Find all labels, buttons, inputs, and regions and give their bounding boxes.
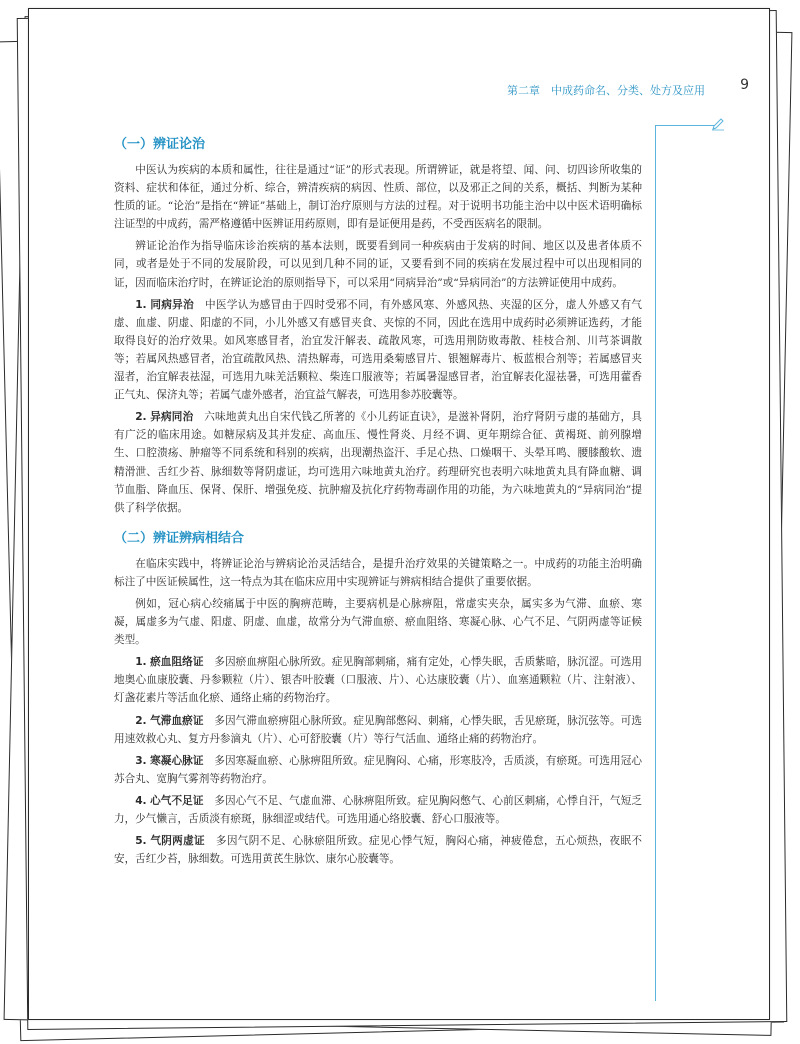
item-number: 2. [135,714,147,727]
item-number: 1. [135,298,147,311]
item-term: 同病异治 [150,298,195,311]
paragraph: 中医认为疾病的本质和属性，往往是通过“证”的形式表现。所谓辨证，就是将望、闻、问、切四诊所收集的资料、症状和体征，通过分析、综合，辨清疾病的病因、性质、部位，以及邪正之间的关系，概括、判断为某种性质的证。“论治”是指在“辨证”基础上，制订治疗原则与方法的过程。对于说明书功能主治中以中医术语明确标注证型的中成药，需严格遵循中医辨证用药原则，即有是证便用是药，不受西医病名的限制。 [114,164,642,231]
paragraph: 在临床实践中，将辨证论治与辨病论治灵活结合，是提升治疗效果的关键策略之一。中成药的功能主治明确标注了中医证候属性，这一特点为其在临床应用中实现辨证与辨病相结合提供了重要依据。 [114,557,642,588]
item-number: 2. [135,411,147,424]
section-title: （二）辨证辨病相结合 [114,530,245,546]
item-term: 气滞血瘀证 [150,714,204,727]
item-term: 寒凝心脉证 [150,754,204,767]
section-title: （一）辨证论治 [114,137,206,152]
numbered-item [114,408,642,517]
numbered-item [114,832,642,868]
numbered-item [114,752,642,788]
running-title: 第二章 中成药命名、分类、处方及应用 [507,84,705,97]
item-term: 气阴两虚证 [150,835,205,848]
item-text: 多因寒凝血瘀、心脉痹阻所致。症见胸闷、心痛，形寒肢冷，舌质淡，有瘀斑。可选用冠心苏合丸、宽胸气雾剂等药物治疗。 [114,754,643,785]
item-text: 六味地黄丸出自宋代钱乙所著的《小儿药证直诀》，是滋补肾阴，治疗肾阴亏虚的基础方，具有广泛的临床用途。如糖尿病及其并发症、高血压、慢性肾炎、月经不调、更年期综合征、黄褐斑、前列腺增生、口腔溃疡、肿瘤等不同系统和科别的疾病，出现潮热盗汗、手足心热、口燥咽干、头晕耳鸣、腰膝酸软、遗精滑泄、舌红少苔、脉细数等肾阴虚证，均可选用六味地黄丸治疗。药理研究也表明六味地黄丸具有降血糖、调节血脂、降血压、保肾、保肝、增强免疫、抗肿瘤及抗化疗药物毒副作用的功能，为六味地黄丸的“异病同治”提供了科学依据。 [114,411,642,514]
item-text: 多因瘀血痹阻心脉所致。症见胸部刺痛，痛有定处，心悸失眠，舌质紫暗，脉沉涩。可选用地奥心血康胶囊、丹参颗粒（片）、银杏叶胶囊（口服液、片）、心达康胶囊（片）、血塞通颗粒（片、注射液）、灯盏花素片等活血化瘀、通络止痛的药物治疗。 [114,656,643,705]
numbered-item [114,296,642,405]
pen-icon [711,117,725,131]
item-number: 5. [135,835,147,848]
book-page [28,8,770,1020]
item-term: 异病同治 [150,411,194,424]
page-number: 9 [740,77,749,93]
page-header [29,77,769,99]
item-term: 心气不足证 [150,794,204,807]
main-content [114,135,642,872]
numbered-item [114,712,642,748]
numbered-item [114,792,642,828]
item-number: 1. [135,656,147,669]
item-text: 多因心气不足、气虚血滞、心脉痹阻所致。症见胸闷憋气、心前区刺痛，心悸自汗，气短乏力，少气懒言，舌质淡有瘀斑，脉细涩或结代。可选用通心络胶囊、舒心口服液等。 [114,794,643,825]
margin-rule-vertical [655,125,656,1001]
item-text: 多因气阴不足、心脉瘀阻所致。症见心悸气短，胸闷心痛，神疲倦怠，五心烦热，夜眠不安，舌红少苔，脉细数。可选用黄芪生脉饮、康尔心胶囊等。 [114,835,643,866]
paragraph: 辨证论治作为指导临床诊治疾病的基本法则，既要看到同一种疾病由于发病的时间、地区以及患者体质不同，或者是处于不同的发展阶段，可以见到几种不同的证，又要看到不同的疾病在发展过程中可以出现相同的证，因而临床治疗时，在辨证论治的原则指导下，可以采用“同病异治”或“异病同治”的方法辨证使用中成药。 [114,240,642,289]
item-number: 3. [135,754,147,767]
item-number: 4. [135,794,147,807]
item-term: 瘀血阻络证 [150,656,204,669]
numbered-item [114,653,642,707]
paragraph: 例如，冠心病心绞痛属于中医的胸痹范畴，主要病机是心脉痹阻，常虚实夹杂，属实多为气滞、血瘀、寒凝，属虚多为气虚、阳虚、阴虚、血虚，故常分为气滞血瘀、瘀血阻络、寒凝心脉、心气不足、气阴两虚等证候类型。 [114,597,642,647]
item-text: 中医学认为感冒由于四时受邪不同，有外感风寒、外感风热、夹湿的区分，虚人外感又有气虚、血虚、阴虚、阳虚的不同，小儿外感又有感冒夹食、夹惊的不同，因此在选用中成药时必须辨证选药，才能取得良好的治疗效果。如风寒感冒者，治宜发汗解表、疏散风寒，可选用荆防败毒散、桂枝合剂、川芎茶调散等；若属风热感冒者，治宜疏散风热、清热解毒，可选用桑菊感冒片、银翘解毒片、板蓝根合剂等；若属感冒夹湿者，治宜解表祛湿，可选用九味羌活颗粒、柴连口服液等；若属暑湿感冒者，治宜解表化湿祛暑，可选用藿香正气丸、保济丸等；若属气虚外感者，治宜益气解表，可选用参苏胶囊等。 [114,298,643,402]
margin-rule-horizontal [655,125,715,126]
item-text: 多因气滞血瘀痹阻心脉所致。症见胸部憋闷、刺痛，心悸失眠，舌见瘀斑，脉沉弦等。可选用速效救心丸、复方丹参滴丸（片）、心可舒胶囊（片）等行气活血、通络止痛的药物治疗。 [114,714,643,745]
